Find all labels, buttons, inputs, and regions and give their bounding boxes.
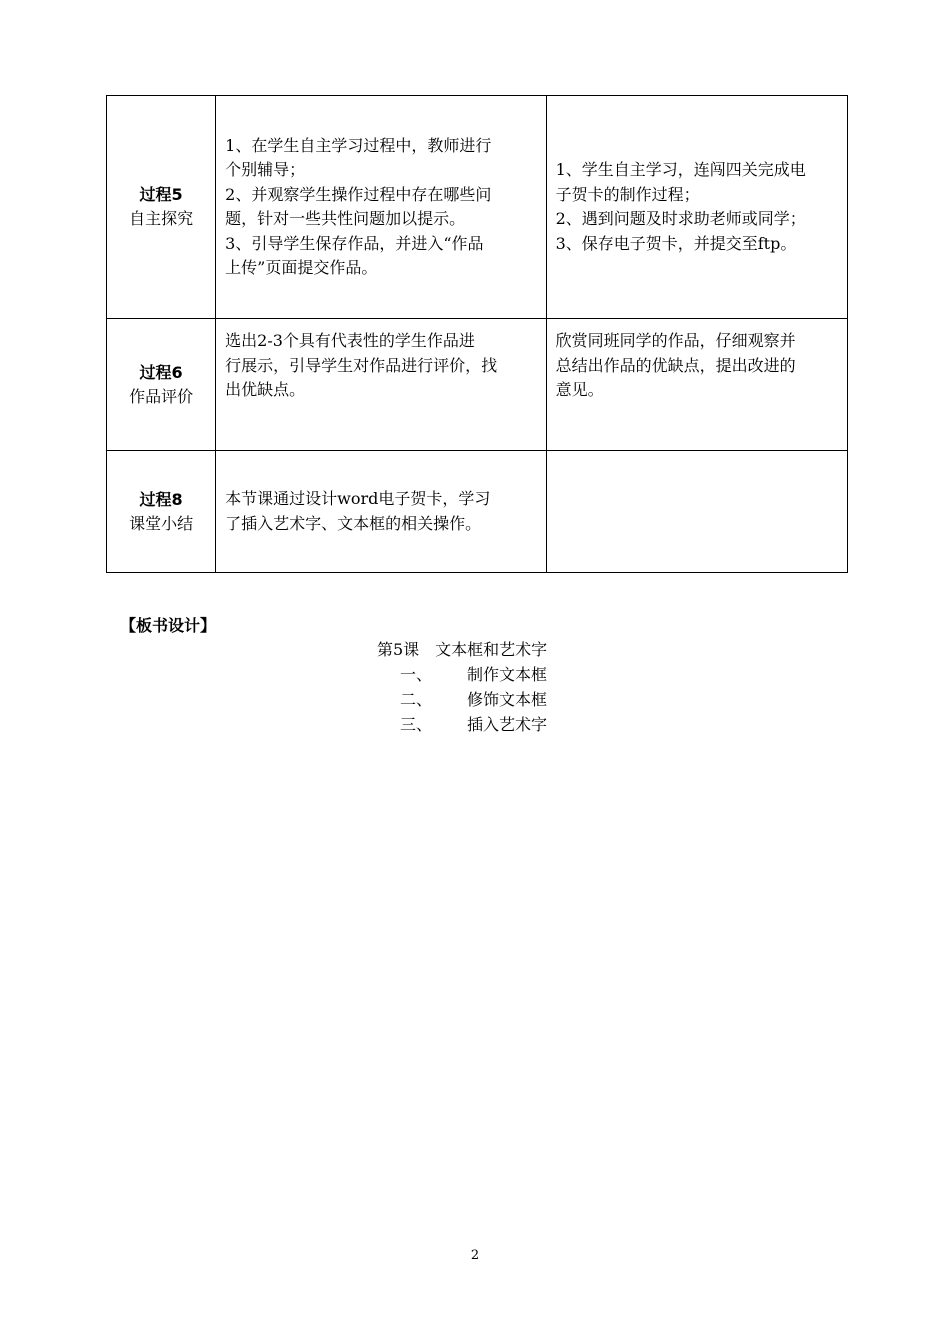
teacher-activity-cell [216, 96, 546, 319]
board-lesson-title: 第5课 文本框和艺术字 [377, 640, 548, 659]
board-item-text: 修饰文本框 [467, 690, 548, 709]
text-line: 意见。 [555, 380, 604, 399]
text-line: 2、遇到问题及时求助老师或同学； [555, 209, 806, 228]
table-row [107, 319, 848, 451]
table-row [107, 96, 848, 319]
text-line: 个别辅导； [225, 160, 306, 179]
board-design-heading: 【板书设计】 [120, 616, 217, 635]
student-activity-cell [546, 96, 847, 319]
stage-title: 自主探究 [129, 209, 194, 228]
student-activity-cell [546, 319, 847, 451]
stage-name: 过程8 [139, 489, 183, 509]
text-line: 行展示，引导学生对作品进行评价，找 [225, 355, 498, 375]
text-line: 3、保存电子贺卡，并提交至ftp。 [555, 233, 797, 253]
text-line: 3、引导学生保存作品，并进入“作品 [225, 233, 484, 253]
board-item-text: 插入艺术字 [467, 715, 548, 734]
text-line: 选出2-3个具有代表性的学生作品进 [225, 331, 475, 350]
board-item-number: 三、 [400, 715, 433, 734]
stage-name: 过程6 [139, 362, 183, 382]
text-line: 子贺卡的制作过程； [555, 184, 700, 204]
text-line: 题，针对一些共性问题加以提示。 [225, 209, 466, 228]
text-line: 出优缺点。 [225, 380, 306, 399]
board-item-number: 一、 [400, 665, 433, 684]
lesson-process-table [106, 95, 848, 573]
stage-cell [107, 96, 216, 319]
page-number: 2 [470, 1248, 480, 1263]
stage-title: 作品评价 [129, 386, 194, 406]
stage-cell [107, 451, 216, 573]
text-line: 本节课通过设计word电子贺卡，学习 [225, 489, 491, 508]
stage-cell [107, 319, 216, 451]
text-line: 1、学生自主学习，连闯四关完成电 [555, 160, 806, 179]
text-line: 上传”页面提交作品。 [225, 258, 378, 277]
text-line: 欣赏同班同学的作品，仔细观察并 [555, 331, 796, 350]
text-line: 2、并观察学生操作过程中存在哪些问 [225, 184, 492, 204]
student-activity-cell [546, 451, 847, 573]
board-item-text: 制作文本框 [467, 665, 548, 684]
table-row [107, 451, 848, 573]
board-item-number: 二、 [400, 690, 433, 709]
text-line: 1、在学生自主学习过程中，教师进行 [225, 135, 492, 155]
stage-title: 课堂小结 [129, 513, 194, 533]
stage-name: 过程5 [139, 185, 183, 204]
text-line: 总结出作品的优缺点，提出改进的 [555, 355, 796, 375]
teacher-activity-cell [216, 319, 546, 451]
teacher-activity-cell [216, 451, 546, 573]
text-line: 了插入艺术字、文本框的相关操作。 [225, 513, 482, 533]
